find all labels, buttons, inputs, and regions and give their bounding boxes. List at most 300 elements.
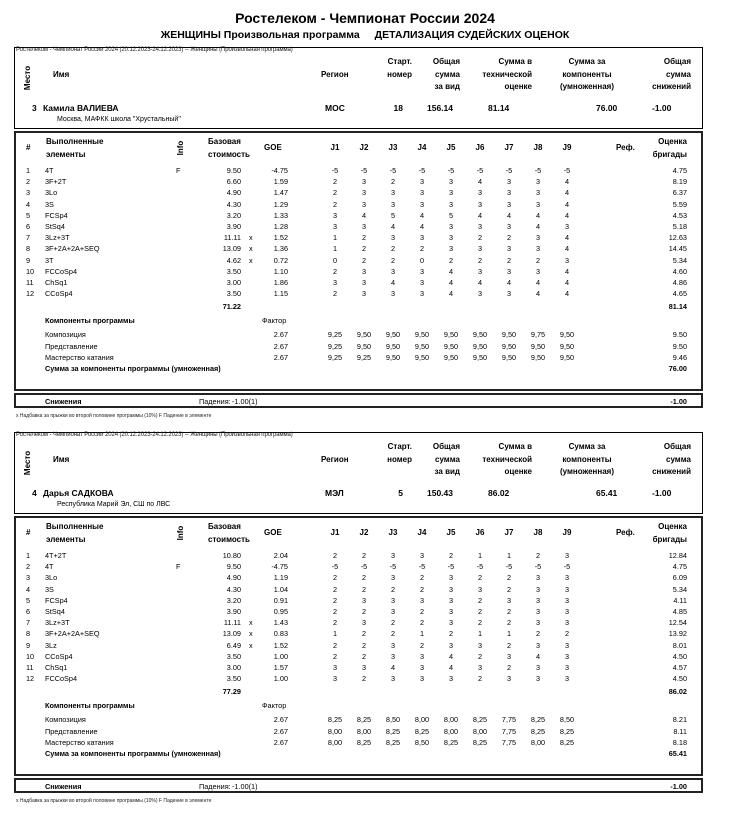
judge-score: 3 [390,674,396,684]
base-total [16,301,705,312]
element-number: 1 [26,166,31,175]
judge-score: 2 [361,629,367,639]
component-judge-score: 8,25 [385,737,401,747]
element-code: 3Lz+3T [45,233,70,243]
judge-score: 3 [448,199,454,209]
judge-score: 2 [419,640,425,650]
component-judge-score: 8,00 [472,726,488,736]
judge-score: 3 [448,222,454,231]
element-row [16,266,705,277]
component-judge-score: 9,25 [356,352,372,362]
element-code: 4T [45,166,54,175]
judge-score: 3 [448,674,454,684]
judge-score: 3 [332,210,338,220]
element-number: 4 [26,199,31,209]
judge-score: 4 [477,278,483,287]
element-panel-score: 4.65 [672,289,687,299]
component-judge-score: 8,25 [472,737,488,747]
judge-score: 2 [361,607,367,616]
judge-column-label: J6 [475,143,485,152]
judge-score: 1 [332,629,338,639]
judge-score: 1 [477,629,483,639]
judge-score: 3 [535,188,541,198]
component-factor: 2.67 [273,330,288,340]
judge-score: 3 [477,584,483,594]
total-score-label-line: Общая [432,57,460,66]
element-panel-score: 12.84 [668,551,687,560]
element-code: 3T [45,255,54,265]
deductions-label-line: Общая [663,442,691,451]
element-code: 3F+2A+2A+SEQ [45,629,100,639]
element-goe: 1.47 [273,188,288,198]
elements-label-line: элементы [46,534,86,544]
total-score-label-line: Общая [432,442,460,451]
pcs-label-line: Сумма за [568,442,606,451]
judge-column-label: J3 [388,143,398,152]
element-number: 3 [26,188,31,198]
component-judge-score: 8,25 [414,726,430,736]
component-factor: 2.67 [273,341,288,351]
pcs-label-line: (умноженная) [560,82,614,91]
base-value-label-line: Базовая [208,137,241,146]
total-score-value: 150.43 [427,488,453,498]
start-number-label-line: номер [387,69,412,79]
component-judge-score: 8,00 [327,737,343,747]
judge-score: 2 [564,629,570,639]
element-number: 11 [26,278,34,287]
judge-score: -5 [418,166,426,175]
judge-score: 4 [564,199,570,209]
component-judge-score: 9,50 [414,330,430,340]
start-number-label [370,441,412,466]
element-code: 3S [45,584,54,594]
element-number: 12 [26,674,35,684]
judge-score: 2 [332,177,338,187]
deductions-total: -1.00 [670,782,687,791]
element-number: 3 [26,573,31,583]
deductions-box [14,778,703,793]
component-factor: 2.67 [273,737,288,747]
pcs-label [551,441,623,479]
component-row [16,737,705,748]
component-judge-score: 9,50 [385,352,401,362]
judges-detail-box [14,516,703,776]
skater-header-box [14,47,703,129]
judge-score: 3 [361,595,367,605]
component-judge-score: 9,50 [530,341,546,351]
judge-score: 4 [564,210,570,220]
judge-score: 4 [535,222,541,231]
judge-score: 3 [448,607,454,616]
component-judge-score: 9,25 [327,330,343,340]
element-panel-score: 5.59 [672,199,687,209]
pcs-total-value: 76.00 [668,364,687,373]
element-number: 2 [26,562,31,572]
judge-score: 3 [535,640,541,650]
place-value: 3 [32,103,37,113]
component-judge-score: 8,25 [472,715,488,725]
judge-score: 1 [332,233,338,243]
component-row [16,329,705,340]
element-code: CCoSp4 [45,289,73,299]
judge-score: -5 [476,166,484,175]
judge-score: 3 [506,651,512,661]
judge-score: 2 [390,177,396,187]
judge-score: -5 [534,166,542,175]
judge-score: 5 [390,210,396,220]
judge-score: 3 [390,266,396,276]
component-judge-score: 8,25 [385,726,401,736]
element-bonus-mark: x [249,244,253,254]
base-value-label [208,136,250,161]
element-code: FCSp4 [45,210,68,220]
judge-score: -5 [389,562,397,572]
judge-score: -5 [505,166,513,175]
element-base-value: 11.11 [223,618,241,628]
total-score-label-line: сумма [435,69,460,79]
element-goe: 1.57 [273,663,288,672]
judge-score: 3 [506,595,512,605]
judge-score: 4 [448,663,454,672]
skater-header-box [14,432,703,514]
judge-score: 2 [390,584,396,594]
judge-score: 1 [506,629,512,639]
deductions-label: Снижения [45,397,82,406]
components-label: Компоненты программы [45,316,135,326]
judge-score: 2 [419,618,425,628]
element-base-value: 10.80 [222,551,241,560]
judge-score: 4 [535,651,541,661]
component-judge-score: 7,75 [501,726,517,736]
elements-label-line: элементы [46,149,86,159]
falls-value: -1.00(1) [232,782,258,791]
component-judge-score: 9,50 [559,341,575,351]
element-goe: 1.86 [273,278,288,287]
judge-score: 3 [535,199,541,209]
element-number: 8 [26,629,31,639]
judges-detail-box [14,131,703,391]
element-code: 3F+2A+2A+SEQ [45,244,100,254]
element-base-value: 9.50 [226,166,241,175]
judge-score: 2 [477,573,483,583]
base-total-value: 77.29 [222,687,241,697]
judge-score: 2 [332,573,338,583]
judge-score: 0 [332,255,338,265]
element-number: 2 [26,177,31,187]
element-row [16,550,705,561]
component-judge-score: 9,50 [501,341,517,351]
judge-score: 3 [390,573,396,583]
panel-score-label-line: бригады [652,534,687,544]
element-panel-score: 5.34 [672,255,687,265]
deductions-label-line: сумма [666,69,691,79]
element-number: 6 [26,607,31,616]
judge-score: 2 [332,651,338,661]
component-label: Мастерство катания [45,352,114,362]
tes-label-line: оценке [504,467,532,476]
judge-score: 4 [506,278,512,287]
element-row [16,572,705,583]
ref-column-label: Реф. [616,143,635,152]
judge-score: 3 [535,233,541,243]
judge-score: 2 [332,584,338,594]
element-goe: 0.83 [273,629,288,639]
judge-score: 2 [390,618,396,628]
deductions-box [14,393,703,408]
component-judge-score: 8,25 [356,737,372,747]
component-judge-score: 8,50 [385,715,401,725]
components-label: Компоненты программы [45,701,135,711]
element-row [16,662,705,673]
judge-score: 2 [332,289,338,299]
judge-column-label: J7 [504,528,514,537]
judge-score: 4 [477,177,483,187]
judge-score: 3 [361,199,367,209]
judge-score: 3 [332,278,338,287]
judge-column-label: J1 [330,143,340,152]
judge-score: 2 [535,551,541,560]
judge-score: -5 [505,562,513,572]
element-code: StSq4 [45,607,65,616]
judge-score: 3 [535,573,541,583]
judge-score: 2 [361,255,367,265]
element-row [16,199,705,210]
component-score: 9.46 [672,352,687,362]
element-panel-score: 4.57 [672,663,687,672]
element-base-value: 13.09 [222,244,241,254]
judge-column-label: J8 [533,528,543,537]
judge-score: 2 [332,607,338,616]
judge-score: 2 [448,551,454,560]
pcs-total-value: 65.41 [668,749,687,758]
skater-club: Республика Марий Эл, СШ по ЛВС [57,501,171,508]
tes-label-line: технической [482,69,532,79]
judge-score: 3 [361,222,367,231]
footnote: x Надбавка за прыжки во второй половине программы (10%) F Падение в элементе [16,413,212,419]
judge-score: 3 [448,177,454,187]
element-goe: 1.19 [273,573,288,583]
base-value-label-line: стоимость [208,149,250,159]
component-judge-score: 9,75 [530,330,546,340]
deductions-label-line: снижений [652,82,691,91]
judge-score: 3 [477,640,483,650]
judge-score: 4 [390,278,396,287]
component-judge-score: 8,00 [443,715,459,725]
element-row [16,255,705,266]
element-panel-score: 4.85 [672,607,687,616]
start-number-label [370,56,412,81]
element-number: 8 [26,244,31,254]
element-code: 3Lz+3T [45,618,70,628]
element-goe: -4.75 [271,166,288,175]
component-label: Мастерство катания [45,737,114,747]
info-column-label: Info [176,140,185,156]
element-base-value: 4.30 [226,199,241,209]
deductions-row [16,396,705,407]
judge-score: 3 [535,674,541,684]
component-row [16,726,705,737]
judge-score: 4 [564,233,570,243]
report-label: ДЕТАЛИЗАЦИЯ СУДЕЙСКИХ ОЦЕНОК [374,29,570,41]
judge-score: 4 [564,244,570,254]
pcs-label-line: Сумма за [568,57,606,66]
component-score: 8.11 [673,726,687,736]
element-base-value: 4.90 [226,573,241,583]
falls-value: -1.00(1) [232,397,258,406]
judge-score: 2 [332,266,338,276]
component-judge-score: 8,25 [559,726,575,736]
judge-score: 2 [419,244,425,254]
judge-score: 3 [535,266,541,276]
judge-score: 4 [448,278,454,287]
judge-score: 2 [535,629,541,639]
judge-score: 3 [506,177,512,187]
footnote: x Надбавка за прыжки во второй половине программы (10%) F Падение в элементе [16,798,212,804]
component-row [16,714,705,725]
factor-label: Фактор [262,316,287,326]
page-title: Ростелеком - Чемпионат России 2024 [235,10,495,26]
component-judge-score: 8,25 [356,715,372,725]
element-panel-score: 12.54 [668,618,687,628]
judge-score: 2 [477,595,483,605]
element-panel-score: 4.50 [672,651,687,661]
panel-score-label-line: Оценка [658,522,687,531]
judge-score: 4 [448,266,454,276]
component-label: Представление [45,341,98,351]
judge-score: 2 [419,573,425,583]
judge-score: -5 [534,562,542,572]
element-row [16,187,705,198]
element-row [16,232,705,243]
element-panel-score: 14.45 [668,244,687,254]
judge-score: 2 [361,233,367,243]
judge-score: 2 [361,573,367,583]
judge-score: 4 [535,289,541,299]
judge-score: 3 [419,188,425,198]
element-base-value: 4.30 [226,584,241,594]
judge-score: 3 [506,222,512,231]
judge-score: 3 [448,244,454,254]
element-goe: 1.04 [273,584,288,594]
elements-label-line: Выполненные [46,522,104,531]
judge-score: 3 [506,188,512,198]
judge-score: 3 [390,651,396,661]
judge-score: 3 [477,663,483,672]
judge-score: 3 [564,618,570,628]
element-goe: 1.00 [273,651,288,661]
judge-score: 3 [419,278,425,287]
judge-score: 2 [419,607,425,616]
judge-score: 1 [332,244,338,254]
falls-label: Падения: [199,782,231,791]
info-column-label: Info [176,525,185,541]
base-value-label-line: стоимость [208,534,250,544]
element-info: F [176,562,181,572]
judge-score: 2 [477,651,483,661]
element-code: FCCoSp4 [45,674,78,684]
tes-label-line: технической [482,454,532,464]
judge-score: 4 [506,210,512,220]
element-code: 3F+2T [45,177,67,187]
event-caption: Ростелеком - Чемпионат России 2024 (20.12.2023-24.12.2023) -- Женщины (Произвольная программа) [16,432,293,438]
element-row [16,628,705,639]
deductions-label-line: снижений [652,467,691,476]
tes-label-line: Сумма в [498,57,532,66]
component-judge-score: 8,00 [327,726,343,736]
element-goe: 1.52 [273,640,288,650]
pcs-total-row [16,748,705,759]
judge-score: 4 [448,651,454,661]
element-number: 10 [26,651,35,661]
judge-score: 2 [506,663,512,672]
element-code: FCCoSp4 [45,266,78,276]
component-judge-score: 8,00 [356,726,372,736]
component-row [16,352,705,363]
component-judge-score: 9,50 [356,341,372,351]
element-goe: 0.95 [273,607,288,616]
element-number: 6 [26,222,31,231]
judge-score: 4 [390,222,396,231]
deductions-row [16,781,705,792]
judge-score: 2 [506,640,512,650]
element-goe: 1.52 [273,233,288,243]
component-label: Композиция [45,715,86,725]
judge-score: 2 [361,651,367,661]
component-judge-score: 9,50 [385,330,401,340]
judge-score: 3 [535,595,541,605]
judge-score: 4 [564,188,570,198]
element-code: FCSp4 [45,595,68,605]
component-judge-score: 9,50 [385,341,401,351]
element-base-value: 13.09 [222,629,241,639]
deductions-label [645,441,691,479]
region-column-label: Регион [321,455,349,464]
element-number: 4 [26,584,31,594]
element-goe: 1.10 [273,266,288,276]
component-judge-score: 9,50 [559,330,575,340]
region-column-label: Регион [321,70,349,79]
element-row [16,288,705,299]
total-score-label-line: сумма [435,454,460,464]
element-row [16,165,705,176]
judge-score: 2 [477,618,483,628]
category-label: ЖЕНЩИНЫ Произвольная программа [160,29,360,41]
judge-score: 3 [477,244,483,254]
judge-score: 1 [477,551,483,560]
pcs-value: 65.41 [596,488,618,498]
skater-name: Дарья САДКОВА [43,488,114,498]
start-number-label-line: Старт. [387,57,412,66]
tes-value: 86.02 [488,488,510,498]
component-score: 9.50 [672,341,687,351]
element-code: 3S [45,199,54,209]
element-code: 4T [45,562,54,572]
judge-score: 3 [419,663,425,672]
tes-label-line: оценке [504,82,532,91]
element-number: 7 [26,233,31,243]
judge-score: 3 [390,595,396,605]
element-base-value: 3.50 [226,674,241,684]
judge-score: 4 [564,289,570,299]
element-goe: 1.00 [273,674,288,684]
element-number: 9 [26,255,31,265]
judge-score: 3 [448,584,454,594]
component-judge-score: 8,25 [530,715,546,725]
judge-score: 3 [448,640,454,650]
element-panel-score: 4.75 [672,562,687,572]
element-code: 4T+2T [45,551,67,560]
component-judge-score: 8,25 [443,737,459,747]
